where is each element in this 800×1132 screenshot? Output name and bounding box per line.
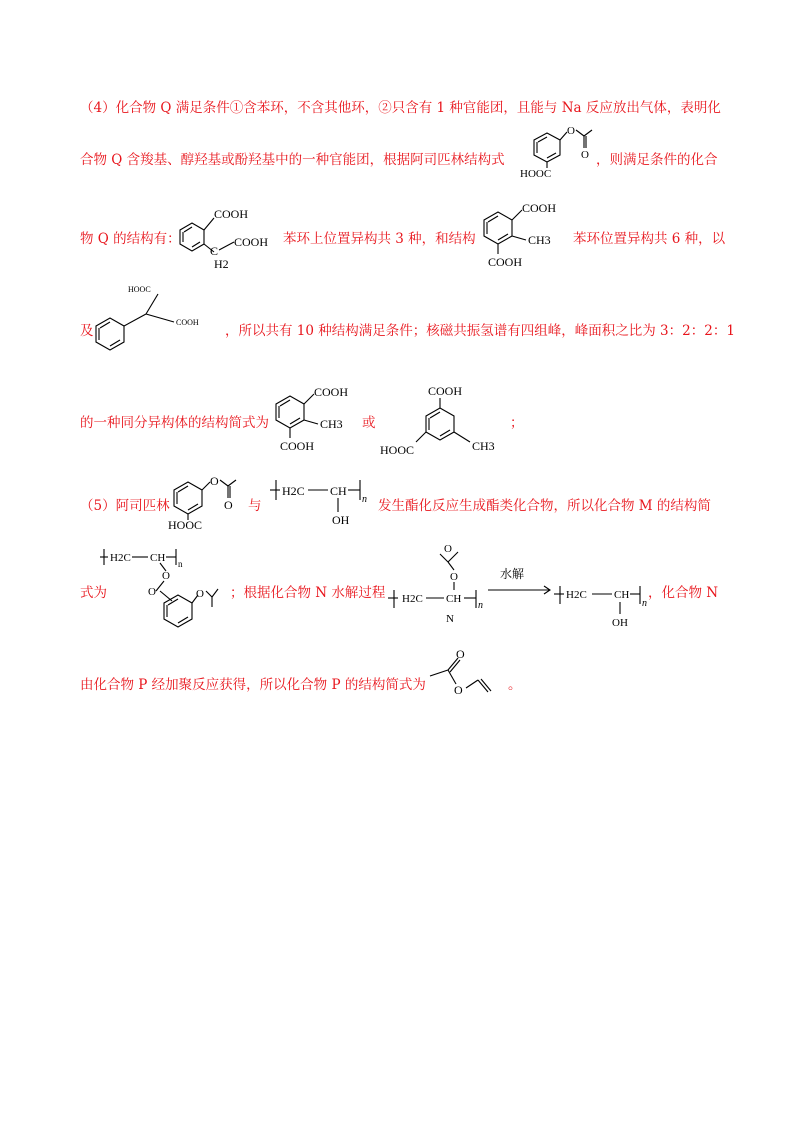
- o-carbonyl: O: [581, 149, 589, 161]
- pva-structure: [268, 478, 378, 534]
- p4-line4-a: 及: [80, 323, 94, 339]
- cooh-bottom: COOH: [280, 439, 315, 453]
- isomer-structure-2: [476, 198, 576, 270]
- hooc-label: HOOC: [168, 518, 203, 532]
- answer-structure-2: [378, 384, 508, 464]
- p5-line3-b: 。: [508, 677, 522, 693]
- h2c-label: H2C: [566, 589, 587, 601]
- p4-line5-c: ；: [510, 415, 524, 431]
- compound-m-structure: [100, 545, 220, 635]
- p4-line3-a: 物 Q 的结构有：: [80, 231, 181, 247]
- p4-line1: （4）化合物 Q 满足条件①含苯环，不含其他环，②只含有 1 种官能团，且能与 Na 反应放出气体，表明化: [80, 100, 721, 116]
- p5-line2-c: ，化合物 N: [648, 585, 719, 601]
- cooh-top: COOH: [522, 201, 557, 215]
- o-carbonyl: O: [444, 543, 452, 555]
- ch3-label: CH3: [528, 233, 551, 247]
- p4-line3-c: 苯环位置异构共 6 种，以: [573, 231, 726, 247]
- o-ester: O: [450, 571, 458, 583]
- p5-line1-c: 发生酯化反应生成酯类化合物，所以化合物 M 的结构简: [378, 498, 711, 514]
- cooh-side: COOH: [234, 235, 269, 249]
- o-ester: O: [162, 570, 170, 582]
- vinyl-acetate-structure: [428, 648, 508, 708]
- p4-line2-a: 合物 Q 含羧基、醇羟基或酚羟基中的一种官能团，根据阿司匹林结构式: [80, 152, 505, 168]
- ch-label: CH: [150, 552, 166, 564]
- n-subscript: n: [178, 559, 183, 569]
- aspirin-structure: [512, 120, 602, 180]
- o-label: O: [210, 474, 219, 488]
- o-label: O: [567, 125, 575, 137]
- n-subscript: n: [362, 494, 367, 505]
- cooh-top: COOH: [428, 384, 463, 398]
- p5-line1-b: 与: [248, 498, 262, 514]
- isomer-structure-3: [88, 282, 218, 362]
- p5-line2-a: 式为: [80, 585, 107, 601]
- compound-n-structure: [388, 543, 498, 630]
- p5-line2-b: ；根据化合物 N 水解过程: [230, 585, 386, 601]
- cooh-bottom: COOH: [488, 255, 523, 269]
- p4-line5-b: 或: [362, 415, 376, 431]
- oh-label: OH: [612, 617, 628, 629]
- cooh-top: COOH: [214, 207, 249, 221]
- oh-label: OH: [332, 513, 350, 527]
- answer-structure-1: [268, 382, 368, 454]
- ch3-label: CH3: [320, 417, 343, 431]
- p4-line5-a: 的一种同分异构体的结构简式为: [80, 415, 269, 431]
- p4-line2-b: ，则满足条件的化合: [596, 152, 718, 168]
- arrow-label: 水解: [500, 567, 525, 581]
- o-carbonyl: O: [456, 647, 465, 661]
- n-subscript: n: [478, 600, 483, 611]
- hooc-label: HOOC: [520, 168, 552, 180]
- p5-line1-a: （5）阿司匹林: [80, 498, 170, 514]
- p4-line4-b: ，所以共有 10 种结构满足条件；核磁共振氢谱有四组峰，峰面积之比为 3：2：2：1: [225, 323, 735, 339]
- h2c-label: H2C: [110, 552, 131, 564]
- hooc-left: HOOC: [380, 443, 415, 457]
- ch-label: CH: [446, 593, 462, 605]
- cooh-small: COOH: [176, 318, 199, 327]
- h2-label: H2: [214, 257, 229, 271]
- o-acetyl: O: [196, 588, 204, 600]
- cooh-top: COOH: [314, 385, 349, 399]
- o-carbonyl: O: [148, 586, 156, 598]
- c-label: C: [210, 244, 219, 258]
- n-label: N: [446, 613, 454, 625]
- n-subscript: n: [642, 598, 647, 609]
- p5-line3-a: 由化合物 P 经加聚反应获得，所以化合物 P 的结构简式为: [80, 677, 426, 693]
- ch-label: CH: [614, 589, 630, 601]
- ch-label: CH: [330, 484, 347, 498]
- aspirin-structure-p5: [166, 472, 256, 532]
- h2c-label: H2C: [282, 484, 305, 498]
- o-ester: O: [454, 683, 463, 697]
- p4-line3-b: 苯环上位置异构共 3 种，和结构: [283, 231, 476, 247]
- o-carbonyl: O: [224, 498, 233, 512]
- isomer-structure-1: [172, 204, 282, 272]
- reaction-arrow: [486, 568, 556, 598]
- hooc-small: HOOC: [128, 285, 151, 294]
- ch3-label: CH3: [472, 439, 495, 453]
- h2c-label: H2C: [402, 593, 423, 605]
